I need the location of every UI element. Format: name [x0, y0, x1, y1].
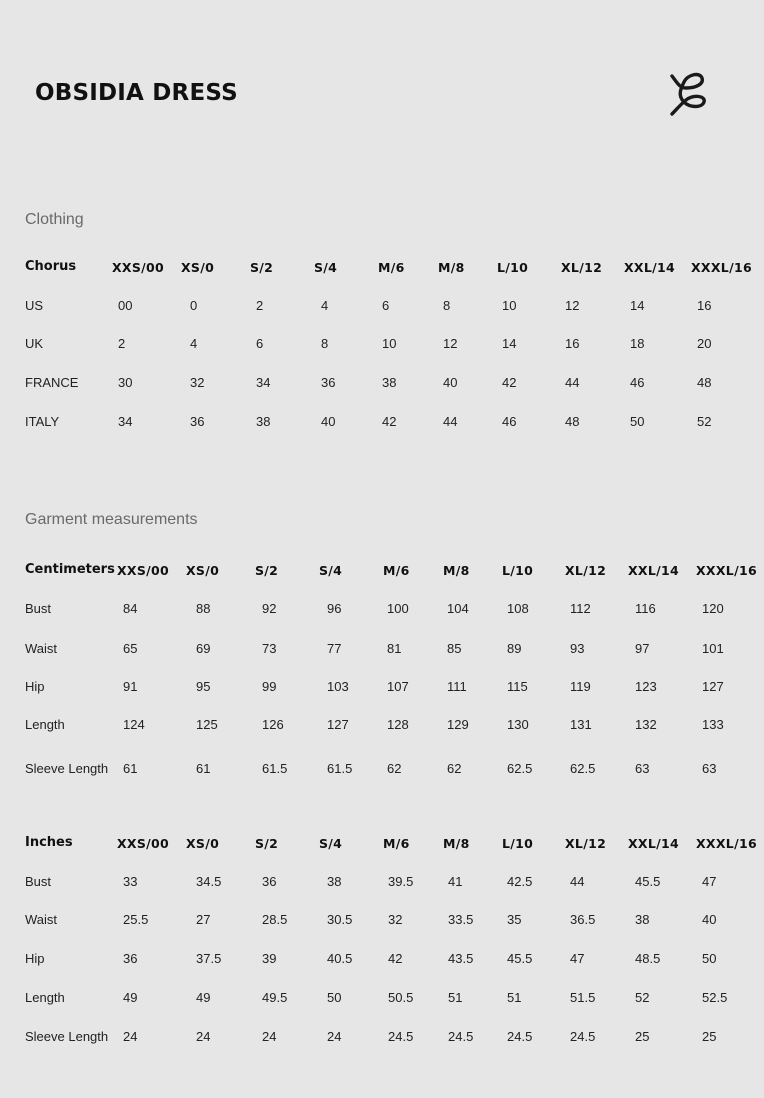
table-cell: 38 — [256, 414, 271, 429]
table-cell: 30 — [118, 375, 133, 390]
table-cell: 4 — [321, 298, 329, 313]
clothing-header-label: Chorus — [25, 259, 77, 274]
table-cell: 47 — [570, 951, 585, 966]
table-cell: 42.5 — [507, 874, 533, 889]
table-cell: 48 — [697, 375, 712, 390]
table-cell: 25 — [702, 1029, 717, 1044]
table-cell: 50 — [327, 990, 342, 1005]
table-cell: 95 — [196, 679, 211, 694]
size-column-header: XL/12 — [565, 563, 607, 578]
table-cell: 0 — [190, 298, 198, 313]
table-cell: 36 — [190, 414, 205, 429]
table-cell: 14 — [502, 336, 517, 351]
row-label: UK — [25, 336, 44, 351]
table-cell: 65 — [123, 641, 138, 656]
table-cell: 34 — [118, 414, 133, 429]
table-cell: 16 — [697, 298, 712, 313]
row-label: Hip — [25, 679, 45, 694]
table-cell: 124 — [123, 717, 145, 732]
table-cell: 103 — [327, 679, 349, 694]
table-cell: 63 — [702, 761, 717, 776]
row-label: Length — [25, 717, 65, 732]
table-cell: 44 — [443, 414, 458, 429]
size-column-header: XXXL/16 — [691, 260, 752, 275]
table-cell: 81 — [387, 641, 402, 656]
table-cell: 91 — [123, 679, 138, 694]
table-cell: 42 — [502, 375, 517, 390]
table-cell: 107 — [387, 679, 409, 694]
table-cell: 32 — [388, 912, 403, 927]
table-cell: 63 — [635, 761, 650, 776]
table-cell: 38 — [635, 912, 650, 927]
section-title-measurements: Garment measurements — [25, 511, 198, 528]
table-cell: 10 — [502, 298, 517, 313]
table-cell: 51.5 — [570, 990, 596, 1005]
row-label: Bust — [25, 874, 52, 889]
table-cell: 42 — [388, 951, 403, 966]
table-cell: 97 — [635, 641, 650, 656]
table-cell: 38 — [327, 874, 342, 889]
table-cell: 131 — [570, 717, 592, 732]
table-cell: 40 — [443, 375, 458, 390]
table-cell: 35 — [507, 912, 522, 927]
table-cell: 51 — [507, 990, 522, 1005]
table-cell: 96 — [327, 601, 342, 616]
size-column-header: M/8 — [443, 836, 470, 851]
table-cell: 101 — [702, 641, 724, 656]
table-cell: 111 — [447, 679, 467, 694]
table-cell: 40 — [702, 912, 717, 927]
table-cell: 18 — [630, 336, 645, 351]
size-column-header: XL/12 — [561, 260, 603, 275]
row-label: Waist — [25, 912, 58, 927]
table-cell: 40.5 — [327, 951, 353, 966]
size-column-header: S/2 — [255, 563, 279, 578]
table-cell: 49.5 — [262, 990, 288, 1005]
table-cell: 46 — [502, 414, 517, 429]
size-column-header: XS/0 — [181, 260, 215, 275]
table-cell: 42 — [382, 414, 397, 429]
table-cell: 112 — [570, 601, 591, 616]
table-cell: 61.5 — [262, 761, 288, 776]
size-column-header: M/6 — [383, 563, 410, 578]
size-column-header: XS/0 — [186, 563, 220, 578]
table-cell: 25 — [635, 1029, 650, 1044]
table-cell: 50 — [630, 414, 645, 429]
table-cell: 16 — [565, 336, 580, 351]
table-cell: 39.5 — [388, 874, 414, 889]
table-cell: 6 — [256, 336, 264, 351]
table-cell: 24.5 — [570, 1029, 596, 1044]
table-cell: 62 — [387, 761, 402, 776]
table-cell: 62.5 — [570, 761, 596, 776]
row-label: ITALY — [25, 414, 60, 429]
size-column-header: S/2 — [250, 260, 274, 275]
table-cell: 85 — [447, 641, 462, 656]
table-cell: 69 — [196, 641, 211, 656]
table-cell: 36 — [123, 951, 138, 966]
size-column-header: M/6 — [378, 260, 405, 275]
size-column-header: L/10 — [502, 836, 534, 851]
table-cell: 120 — [702, 601, 724, 616]
table-cell: 133 — [702, 717, 724, 732]
table-cell: 84 — [123, 601, 138, 616]
table-cell: 8 — [321, 336, 329, 351]
table-cell: 49 — [196, 990, 211, 1005]
table-cell: 127 — [702, 679, 724, 694]
table-cell: 41 — [448, 874, 463, 889]
table-cell: 24.5 — [388, 1029, 414, 1044]
table-cell: 45.5 — [635, 874, 661, 889]
table-cell: 100 — [387, 601, 409, 616]
table-cell: 44 — [570, 874, 585, 889]
table-cell: 104 — [447, 601, 469, 616]
size-column-header: XXL/14 — [624, 260, 676, 275]
table-cell: 37.5 — [196, 951, 222, 966]
table-cell: 40 — [321, 414, 336, 429]
size-column-header: XXL/14 — [628, 836, 680, 851]
table-cell: 77 — [327, 641, 342, 656]
table-cell: 24.5 — [507, 1029, 533, 1044]
size-column-header: S/2 — [255, 836, 279, 851]
table-cell: 24 — [123, 1029, 138, 1044]
table-cell: 32 — [190, 375, 205, 390]
size-column-header: XXS/00 — [117, 836, 170, 851]
table-cell: 38 — [382, 375, 397, 390]
row-label: Sleeve Length — [25, 761, 109, 776]
table-cell: 20 — [697, 336, 712, 351]
size-column-header: S/4 — [319, 836, 343, 851]
size-column-header: XXL/14 — [628, 563, 680, 578]
table-cell: 2 — [118, 336, 126, 351]
table-cell: 10 — [382, 336, 397, 351]
size-column-header: L/10 — [497, 260, 529, 275]
table-cell: 45.5 — [507, 951, 533, 966]
table-cell: 00 — [118, 298, 133, 313]
table-cell: 24 — [196, 1029, 211, 1044]
table-cell: 128 — [387, 717, 409, 732]
table-cell: 61 — [196, 761, 211, 776]
table-cell: 52 — [697, 414, 712, 429]
table-cell: 25.5 — [123, 912, 149, 927]
size-column-header: S/4 — [314, 260, 338, 275]
table-cell: 36.5 — [570, 912, 596, 927]
table-cell: 2 — [256, 298, 264, 313]
size-column-header: L/10 — [502, 563, 534, 578]
table-cell: 62.5 — [507, 761, 533, 776]
table-cell: 24.5 — [448, 1029, 474, 1044]
table-cell: 44 — [565, 375, 580, 390]
table-cell: 61 — [123, 761, 138, 776]
row-label: Length — [25, 990, 65, 1005]
table-cell: 6 — [382, 298, 390, 313]
table-cell: 33.5 — [448, 912, 474, 927]
table-cell: 39 — [262, 951, 277, 966]
table-cell: 132 — [635, 717, 657, 732]
table-cell: 48 — [565, 414, 580, 429]
size-column-header: M/8 — [438, 260, 465, 275]
table-cell: 50 — [702, 951, 717, 966]
table-cell: 92 — [262, 601, 277, 616]
page-title: OBSIDIA DRESS — [35, 80, 238, 106]
size-column-header: XS/0 — [186, 836, 220, 851]
row-label: Hip — [25, 951, 45, 966]
table-cell: 108 — [507, 601, 529, 616]
table-cell: 115 — [507, 679, 528, 694]
size-column-header: M/8 — [443, 563, 470, 578]
table-cell: 34 — [256, 375, 271, 390]
table-cell: 89 — [507, 641, 522, 656]
table-cell: 119 — [570, 679, 591, 694]
table-cell: 123 — [635, 679, 657, 694]
table-cell: 129 — [447, 717, 469, 732]
inches-header-label: Inches — [25, 835, 73, 850]
row-label: Waist — [25, 641, 58, 656]
row-label: Sleeve Length — [25, 1029, 109, 1044]
section-title-clothing: Clothing — [25, 211, 84, 228]
table-cell: 116 — [635, 601, 656, 616]
table-cell: 43.5 — [448, 951, 474, 966]
table-cell: 48.5 — [635, 951, 661, 966]
table-cell: 33 — [123, 874, 138, 889]
table-cell: 4 — [190, 336, 198, 351]
table-cell: 125 — [196, 717, 218, 732]
size-column-header: S/4 — [319, 563, 343, 578]
table-cell: 28.5 — [262, 912, 288, 927]
centimeters-header-label: Centimeters — [25, 562, 115, 577]
table-cell: 30.5 — [327, 912, 353, 927]
table-cell: 61.5 — [327, 761, 353, 776]
table-cell: 130 — [507, 717, 529, 732]
size-column-header: XXXL/16 — [696, 563, 757, 578]
table-cell: 127 — [327, 717, 349, 732]
table-cell: 51 — [448, 990, 463, 1005]
table-cell: 8 — [443, 298, 451, 313]
table-cell: 14 — [630, 298, 645, 313]
table-cell: 34.5 — [196, 874, 222, 889]
table-cell: 12 — [565, 298, 580, 313]
table-cell: 36 — [262, 874, 277, 889]
table-cell: 12 — [443, 336, 458, 351]
table-cell: 49 — [123, 990, 138, 1005]
row-label: FRANCE — [25, 375, 79, 390]
table-cell: 126 — [262, 717, 284, 732]
table-cell: 52 — [635, 990, 650, 1005]
size-column-header: M/6 — [383, 836, 410, 851]
table-cell: 24 — [262, 1029, 277, 1044]
loop-c-logo-icon — [664, 72, 712, 118]
table-cell: 24 — [327, 1029, 342, 1044]
table-cell: 73 — [262, 641, 277, 656]
table-cell: 88 — [196, 601, 211, 616]
table-cell: 46 — [630, 375, 645, 390]
size-column-header: XXS/00 — [117, 563, 170, 578]
table-cell: 99 — [262, 679, 277, 694]
row-label: Bust — [25, 601, 52, 616]
size-column-header: XXS/00 — [112, 260, 165, 275]
table-cell: 50.5 — [388, 990, 414, 1005]
table-cell: 52.5 — [702, 990, 728, 1005]
table-cell: 36 — [321, 375, 336, 390]
size-column-header: XXXL/16 — [696, 836, 757, 851]
size-column-header: XL/12 — [565, 836, 607, 851]
table-cell: 62 — [447, 761, 462, 776]
table-cell: 27 — [196, 912, 211, 927]
table-cell: 93 — [570, 641, 585, 656]
table-cell: 47 — [702, 874, 717, 889]
row-label: US — [25, 298, 44, 313]
